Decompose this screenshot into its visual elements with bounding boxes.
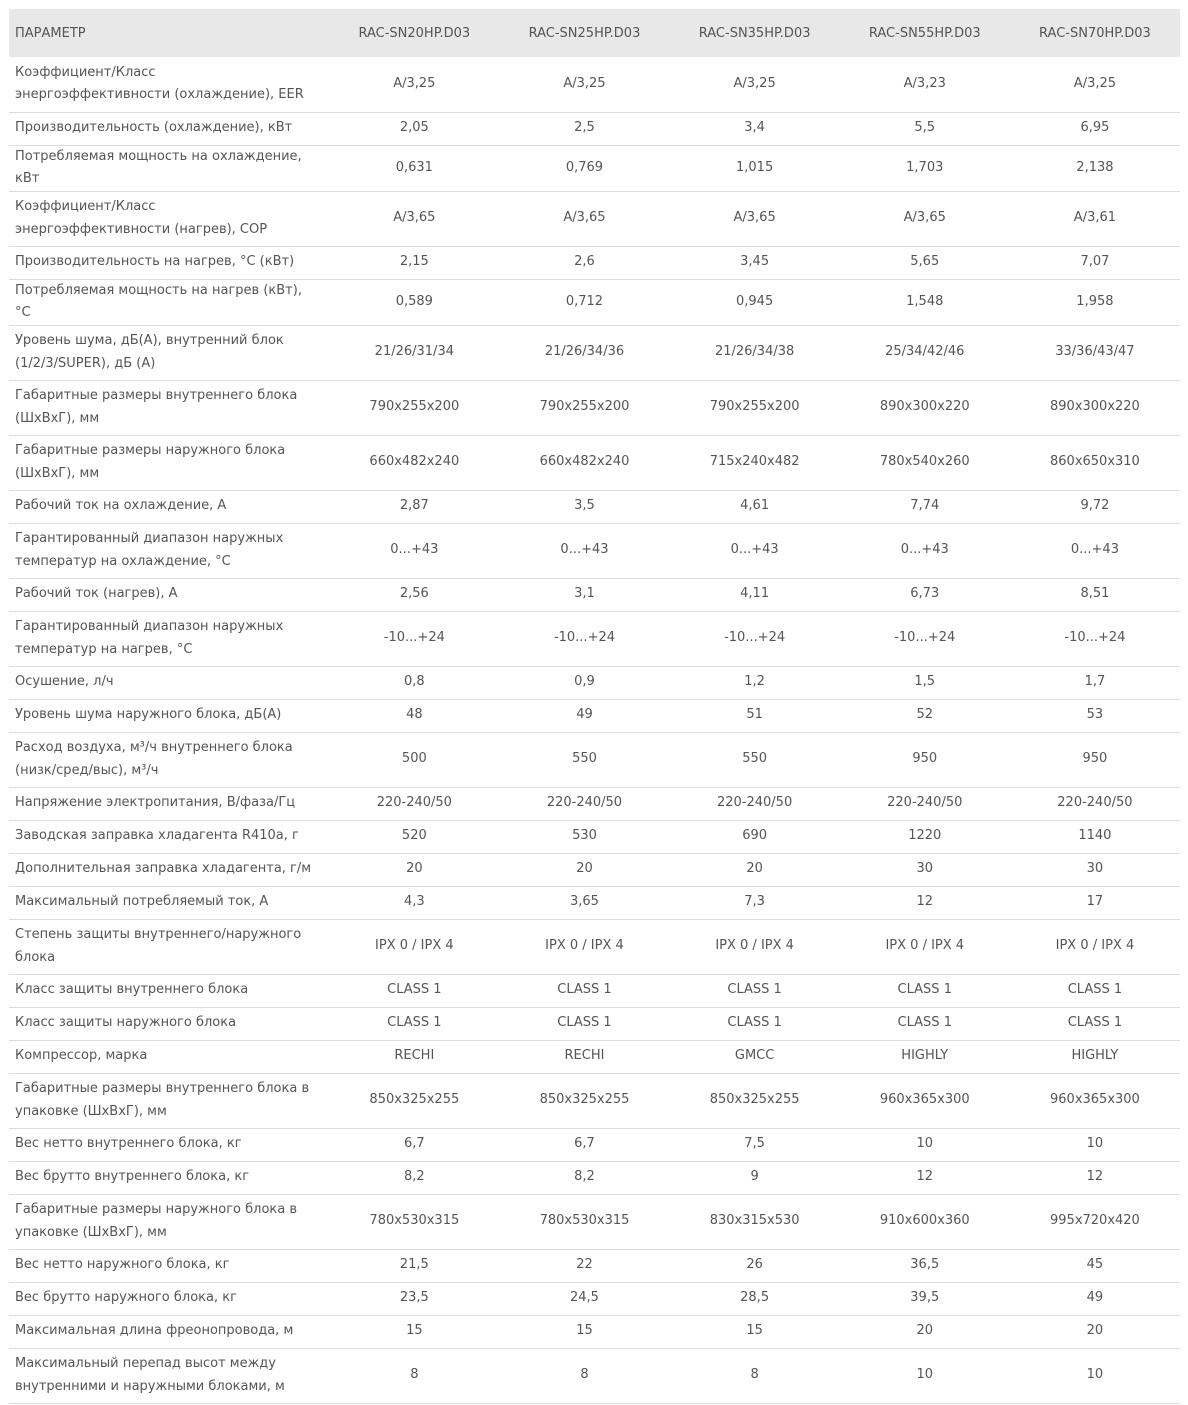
value-cell: 860x650x310 (1050, 454, 1140, 470)
value-cell: 17 (1086, 894, 1104, 910)
value-cell: 500 (401, 751, 427, 767)
value-cell: 39,5 (910, 1290, 940, 1306)
value-cell: 10 (1086, 1367, 1104, 1383)
table-row (9, 1194, 1180, 1249)
table-row (9, 191, 1180, 246)
value-cell: -10...+24 (894, 630, 956, 646)
value-cell: IPX 0 / IPX 4 (715, 938, 794, 954)
value-cell: 20 (1086, 1323, 1104, 1339)
value-cell: 30 (916, 861, 934, 877)
param-label: Вес брутто наружного блока, кг (15, 1290, 237, 1306)
header-row (9, 9, 1180, 57)
value-cell: 780x530x315 (369, 1213, 460, 1229)
value-cell: RECHI (394, 1048, 435, 1064)
value-cell: 1140 (1078, 828, 1112, 844)
table-row (9, 820, 1180, 853)
value-cell: 21/26/34/38 (714, 344, 795, 360)
value-cell: 24,5 (570, 1290, 599, 1306)
value-cell: IPX 0 / IPX 4 (1055, 938, 1135, 954)
value-cell: -10...+24 (1064, 630, 1126, 646)
value-cell: 0,589 (395, 293, 433, 309)
param-label: Максимальный перепад высот между внутренними и наружными блоками, м (15, 1356, 285, 1394)
header-model: RAC-SN55HP.D03 (868, 25, 981, 41)
value-cell: 660x482x240 (369, 454, 460, 470)
param-label: Осушение, л/ч (15, 674, 114, 690)
value-cell: 6,7 (403, 1136, 425, 1152)
value-cell: 20 (406, 861, 423, 877)
value-cell: 2,05 (399, 120, 429, 136)
value-cell: 9 (750, 1169, 759, 1185)
table-row (9, 699, 1180, 732)
value-cell: 6,95 (1080, 120, 1110, 136)
value-cell: -10...+24 (553, 630, 616, 646)
param-label: Уровень шума, дБ(А), внутренний блок (1/2/3/SUPER), дБ (А) (15, 333, 284, 371)
value-cell: 950 (1082, 751, 1108, 767)
param-label: Класс защиты внутреннего блока (15, 982, 249, 998)
value-cell: 15 (576, 1323, 593, 1339)
value-cell: 850x325x255 (369, 1092, 460, 1108)
param-label: Класс защиты наружного блока (15, 1015, 237, 1031)
spec-table (9, 9, 1180, 1404)
value-cell: 45 (1086, 1257, 1104, 1273)
param-label: Вес нетто внутреннего блока, кг (15, 1136, 242, 1152)
value-cell: 0...+43 (1070, 542, 1119, 558)
value-cell: 52 (916, 707, 934, 723)
value-cell: CLASS 1 (727, 982, 782, 998)
table-row (9, 1040, 1180, 1073)
value-cell: 15 (406, 1323, 423, 1339)
table-row (9, 380, 1180, 435)
value-cell: 20 (576, 861, 593, 877)
value-cell: 3,1 (574, 586, 595, 602)
table-row (9, 435, 1180, 490)
value-cell: 1,703 (906, 159, 944, 175)
value-cell: 2,6 (574, 254, 595, 270)
value-cell: 26 (746, 1257, 763, 1273)
table-row (9, 1128, 1180, 1161)
param-label: Потребляемая мощность на нагрев (кВт), °С (15, 282, 302, 320)
value-cell: 51 (746, 707, 763, 723)
value-cell: 0,712 (565, 293, 604, 309)
value-cell: 950 (912, 751, 938, 767)
value-cell: A/3,65 (733, 210, 776, 226)
value-cell: 21/26/31/34 (374, 344, 454, 360)
value-cell: 0,631 (395, 159, 433, 175)
table-row (9, 523, 1180, 578)
param-label: Вес брутто внутреннего блока, кг (15, 1169, 250, 1185)
value-cell: IPX 0 / IPX 4 (885, 938, 965, 954)
table-row (9, 145, 1180, 191)
value-cell: 890x300x220 (879, 399, 970, 415)
value-cell: A/3,65 (393, 210, 436, 226)
value-cell: 220-240/50 (546, 795, 623, 811)
value-cell: 12 (1086, 1169, 1104, 1185)
table-row (9, 490, 1180, 523)
param-label: Габаритные размеры внутреннего блока (ШxВxГ), мм (15, 388, 298, 426)
table-row (9, 974, 1180, 1007)
table-row (9, 1249, 1180, 1282)
value-cell: 6,73 (910, 586, 940, 602)
value-cell: 3,4 (744, 120, 765, 136)
value-cell: 1,958 (1076, 293, 1114, 309)
value-cell: 0,9 (574, 674, 595, 690)
value-cell: 4,3 (403, 894, 425, 910)
table-row (9, 886, 1180, 919)
value-cell: 15 (746, 1323, 763, 1339)
value-cell: 520 (401, 828, 427, 844)
value-cell: 25/34/42/46 (885, 344, 965, 360)
value-cell: 22 (576, 1257, 593, 1273)
value-cell: 10 (916, 1367, 934, 1383)
table-row (9, 1348, 1180, 1403)
param-label: Уровень шума наружного блока, дБ(А) (15, 707, 282, 723)
value-cell: 8 (750, 1367, 759, 1383)
table-row (9, 246, 1180, 279)
value-cell: 8,51 (1080, 586, 1110, 602)
value-cell: CLASS 1 (1067, 1015, 1123, 1031)
value-cell: 220-240/50 (716, 795, 793, 811)
value-cell: 0...+43 (730, 542, 779, 558)
value-cell: 53 (1086, 707, 1104, 723)
param-label: Коэффициент/Класс энергоэффективности (нагрев), COP (15, 199, 268, 237)
value-cell: 910x600x360 (879, 1213, 970, 1229)
value-cell: 2,87 (399, 498, 429, 514)
value-cell: HIGHLY (1071, 1048, 1119, 1064)
param-label: Коэффициент/Класс энергоэффективности (охлаждение), EER (15, 64, 304, 103)
value-cell: 790x255x200 (369, 399, 460, 415)
param-label: Вес нетто наружного блока, кг (15, 1257, 230, 1273)
value-cell: A/3,25 (393, 76, 436, 91)
param-label: Максимальная длина фреонопровода, м (15, 1323, 294, 1339)
param-label: Компрессор, марка (15, 1048, 148, 1064)
value-cell: 2,56 (399, 586, 429, 602)
table-row (9, 1315, 1180, 1348)
value-cell: 960x365x300 (879, 1092, 970, 1108)
value-cell: 48 (406, 707, 423, 723)
param-label: Степень защиты внутреннего/наружного блока (15, 927, 302, 965)
table-row (9, 1161, 1180, 1194)
value-cell: 5,65 (910, 254, 940, 270)
value-cell: 12 (916, 894, 934, 910)
value-cell: 7,07 (1080, 254, 1110, 270)
value-cell: 2,5 (574, 120, 595, 136)
value-cell: 8 (410, 1367, 419, 1383)
value-cell: 10 (1086, 1136, 1104, 1152)
header-model: RAC-SN20HP.D03 (358, 25, 471, 41)
table-row (9, 611, 1180, 666)
param-label: Заводская заправка хладагента R410a, г (15, 828, 299, 844)
value-cell: 220-240/50 (376, 795, 452, 811)
value-cell: 20 (746, 861, 763, 877)
value-cell: CLASS 1 (557, 1015, 612, 1031)
spec-table-container (9, 9, 1180, 1404)
value-cell: 780x540x260 (879, 454, 970, 470)
value-cell: 780x530x315 (539, 1213, 630, 1229)
value-cell: A/3,23 (903, 76, 946, 91)
table-row (9, 853, 1180, 886)
value-cell: 890x300x220 (1050, 399, 1140, 415)
value-cell: 790x255x200 (539, 399, 630, 415)
value-cell: 2,15 (399, 254, 429, 270)
table-row (9, 919, 1180, 974)
value-cell: A/3,25 (563, 76, 606, 91)
header-model: RAC-SN25HP.D03 (528, 25, 641, 41)
value-cell: CLASS 1 (387, 1015, 442, 1031)
table-header (9, 9, 1180, 57)
value-cell: IPX 0 / IPX 4 (375, 938, 454, 954)
value-cell: 0,8 (403, 674, 425, 690)
param-label: Напряжение электропитания, В/фаза/Гц (15, 795, 296, 811)
value-cell: 6,7 (574, 1136, 595, 1152)
value-cell: 30 (1086, 861, 1104, 877)
value-cell: 21,5 (399, 1257, 429, 1273)
value-cell: 49 (576, 707, 593, 723)
value-cell: -10...+24 (724, 630, 786, 646)
table-row (9, 57, 1180, 112)
value-cell: 8,2 (403, 1169, 425, 1185)
table-row (9, 666, 1180, 699)
value-cell: CLASS 1 (897, 1015, 952, 1031)
param-label: Габаритные размеры внутреннего блока в упаковке (ШxВxГ), мм (15, 1081, 310, 1119)
value-cell: 1,5 (914, 674, 936, 690)
value-cell: 0...+43 (900, 542, 949, 558)
value-cell: 5,5 (914, 120, 936, 136)
value-cell: 10 (916, 1136, 934, 1152)
table-row (9, 578, 1180, 611)
value-cell: 21/26/34/36 (544, 344, 625, 360)
value-cell: 3,5 (574, 498, 595, 514)
table-row (9, 279, 1180, 325)
value-cell: 33/36/43/47 (1055, 344, 1135, 360)
value-cell: 7,5 (744, 1136, 765, 1152)
value-cell: 12 (916, 1169, 934, 1185)
value-cell: 850x325x255 (709, 1092, 800, 1108)
table-row (9, 787, 1180, 820)
value-cell: 1,7 (1084, 674, 1106, 690)
value-cell: HIGHLY (901, 1048, 949, 1064)
param-label: Гарантированный диапазон наружных температур на охлаждение, °С (15, 531, 284, 569)
value-cell: GMCC (734, 1048, 775, 1064)
value-cell: 4,11 (740, 586, 770, 602)
value-cell: 0...+43 (560, 542, 609, 558)
value-cell: 715x240x482 (709, 454, 800, 470)
value-cell: CLASS 1 (897, 982, 952, 998)
param-label: Производительность (охлаждение), кВт (15, 120, 293, 136)
value-cell: 830x315x530 (709, 1213, 800, 1229)
value-cell: 690 (742, 828, 768, 844)
header-param: ПАРАМЕТР (15, 25, 86, 41)
table-row (9, 325, 1180, 380)
param-label: Дополнительная заправка хладагента, г/м (15, 861, 312, 877)
value-cell: 7,3 (744, 894, 765, 910)
param-label: Потребляемая мощность на охлаждение, кВт (15, 148, 302, 186)
value-cell: 660x482x240 (539, 454, 630, 470)
value-cell: A/3,25 (1073, 76, 1117, 91)
value-cell: A/3,65 (903, 210, 946, 226)
value-cell: IPX 0 / IPX 4 (545, 938, 624, 954)
table-body (9, 57, 1180, 1403)
value-cell: RECHI (564, 1048, 605, 1064)
value-cell: 49 (1086, 1290, 1104, 1306)
table-row (9, 112, 1180, 145)
param-label: Рабочий ток на охлаждение, А (15, 498, 227, 514)
value-cell: 1,015 (736, 159, 774, 175)
value-cell: 220-240/50 (887, 795, 963, 811)
value-cell: 1,548 (906, 293, 944, 309)
value-cell: 850x325x255 (539, 1092, 630, 1108)
value-cell: A/3,61 (1073, 210, 1117, 226)
table-row (9, 1007, 1180, 1040)
value-cell: 23,5 (399, 1290, 429, 1306)
value-cell: 20 (916, 1323, 934, 1339)
value-cell: 8 (580, 1367, 589, 1383)
value-cell: 550 (572, 751, 597, 767)
value-cell: CLASS 1 (727, 1015, 782, 1031)
param-label: Расход воздуха, м³/ч внутреннего блока (низк/сред/выс), м³/ч (15, 740, 293, 778)
value-cell: 3,65 (570, 894, 599, 910)
value-cell: 4,61 (740, 498, 770, 514)
param-label: Рабочий ток (нагрев), А (15, 586, 178, 602)
param-label: Габаритные размеры наружного блока в упаковке (ШxВxГ), мм (15, 1202, 298, 1240)
value-cell: 3,45 (740, 254, 770, 270)
value-cell: 960x365x300 (1050, 1092, 1140, 1108)
param-label: Производительность на нагрев, °С (кВт) (15, 254, 295, 270)
value-cell: 790x255x200 (709, 399, 800, 415)
value-cell: 1220 (908, 828, 942, 844)
value-cell: A/3,65 (563, 210, 606, 226)
value-cell: 550 (742, 751, 768, 767)
value-cell: 2,138 (1076, 159, 1114, 175)
value-cell: 0,945 (736, 293, 774, 309)
header-model: RAC-SN35HP.D03 (698, 25, 811, 41)
value-cell: CLASS 1 (387, 982, 442, 998)
param-label: Максимальный потребляемый ток, А (15, 894, 269, 910)
value-cell: 36,5 (910, 1257, 940, 1273)
value-cell: 0...+43 (390, 542, 439, 558)
value-cell: 220-240/50 (1057, 795, 1133, 811)
value-cell: 28,5 (740, 1290, 770, 1306)
value-cell: CLASS 1 (1067, 982, 1123, 998)
value-cell: 7,74 (910, 498, 940, 514)
value-cell: 995x720x420 (1050, 1213, 1140, 1229)
value-cell: 0,769 (565, 159, 604, 175)
table-row (9, 1073, 1180, 1128)
value-cell: A/3,25 (733, 76, 776, 91)
value-cell: 9,72 (1080, 498, 1110, 514)
value-cell: 530 (572, 828, 597, 844)
param-label: Габаритные размеры наружного блока (ШxВxГ), мм (15, 443, 286, 481)
param-label: Гарантированный диапазон наружных температур на нагрев, °С (15, 619, 284, 657)
value-cell: 8,2 (574, 1169, 595, 1185)
value-cell: 1,2 (744, 674, 765, 690)
table-row (9, 1282, 1180, 1315)
value-cell: -10...+24 (383, 630, 445, 646)
header-model: RAC-SN70HP.D03 (1039, 25, 1151, 41)
table-row (9, 732, 1180, 787)
value-cell: CLASS 1 (557, 982, 612, 998)
